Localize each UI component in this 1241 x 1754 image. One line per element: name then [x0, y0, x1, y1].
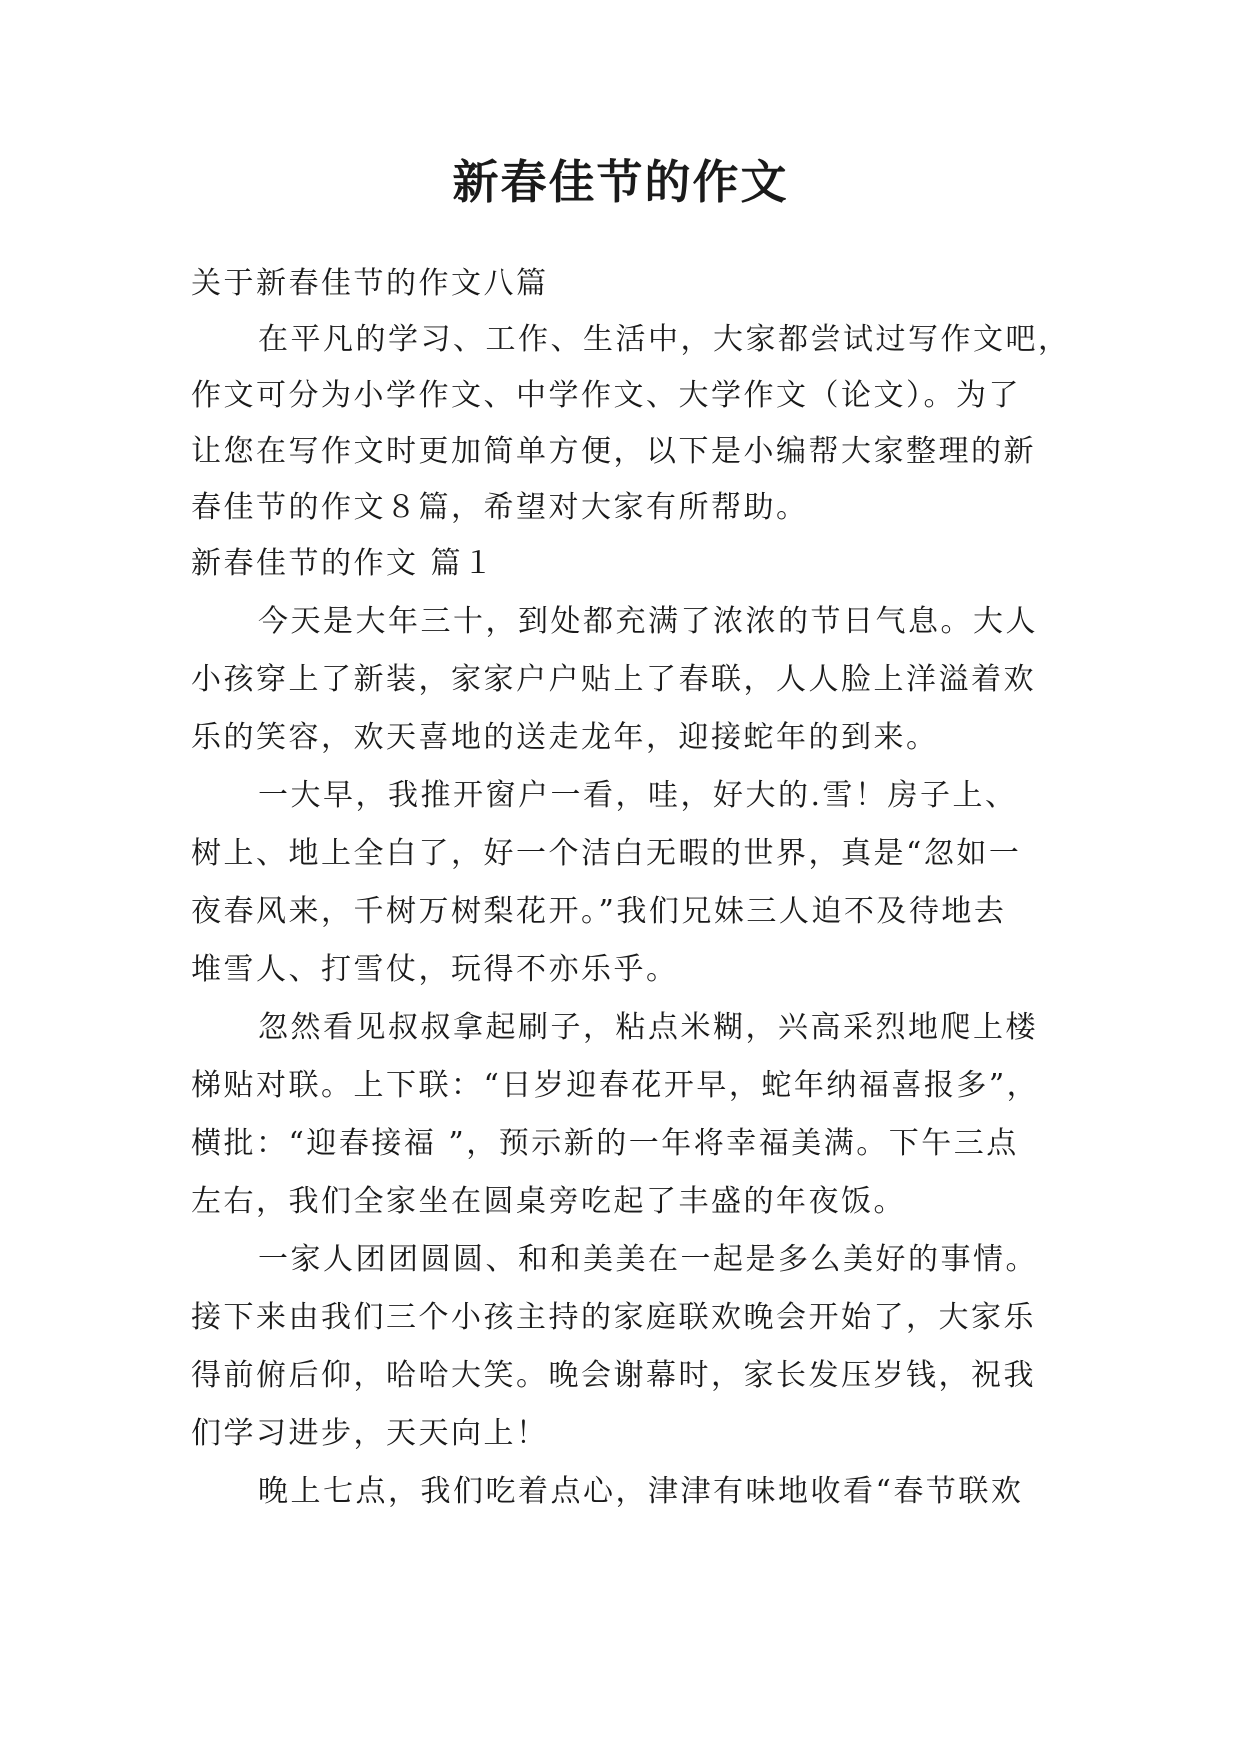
section-heading: 新春佳节的作文 篇１ [191, 546, 496, 581]
paragraph-line: 一家人团团圆圆、和和美美在一起是多么美好的事情。 [258, 1242, 1038, 1277]
paragraph-line: 左右，我们全家坐在圆桌旁吃起了丰盛的年夜饭。 [191, 1184, 906, 1219]
paragraph-line: 树上、地上全白了，好一个洁白无暇的世界，真是“忽如一 [191, 836, 1022, 871]
paragraph-line: 得前俯后仰，哈哈大笑。晚会谢幕时，家长发压岁钱，祝我 [191, 1358, 1036, 1393]
paragraph-line: 乐的笑容，欢天喜地的送走龙年，迎接蛇年的到来。 [191, 720, 939, 755]
paragraph-line: 春佳节的作文８篇，希望对大家有所帮助。 [191, 490, 809, 525]
paragraph-line: 夜春风来，千树万树梨花开。”我们兄妹三人迫不及待地去 [191, 894, 1007, 929]
paragraph-line: 们学习进步，天天向上！ [191, 1416, 549, 1451]
paragraph-line: 一大早，我推开窗户一看，哇，好大的.雪！房子上、 [258, 778, 1018, 813]
paragraph-line: 接下来由我们三个小孩主持的家庭联欢晚会开始了，大家乐 [191, 1300, 1036, 1335]
paragraph-line: 堆雪人、打雪仗，玩得不亦乐乎。 [191, 952, 679, 987]
paragraph-line: 今天是大年三十，到处都充满了浓浓的节日气息。大人 [258, 604, 1038, 639]
paragraph-line: 作文可分为小学作文、中学作文、大学作文（论文）。为了 [191, 378, 1021, 413]
subtitle-line: 关于新春佳节的作文八篇 [191, 266, 549, 301]
paragraph-line: 梯贴对联。上下联：“日岁迎春花开早，蛇年纳福喜报多”， [191, 1068, 1040, 1103]
paragraph-line: 小孩穿上了新装，家家户户贴上了春联，人人脸上洋溢着欢 [191, 662, 1036, 697]
paragraph-line: 在平凡的学习、工作、生活中，大家都尝试过写作文吧， [258, 322, 1071, 357]
paragraph-line: 忽然看见叔叔拿起刷子，粘点米糊，兴高采烈地爬上楼 [258, 1010, 1038, 1045]
document-title: 新春佳节的作文 [452, 155, 789, 209]
paragraph-line: 让您在写作文时更加简单方便，以下是小编帮大家整理的新 [191, 434, 1036, 469]
paragraph-line: 晚上七点，我们吃着点心，津津有味地收看“春节联欢 [258, 1474, 1024, 1509]
paragraph-line: 横批：“迎春接福 ”，预示新的一年将幸福美满。下午三点 [191, 1126, 1019, 1161]
